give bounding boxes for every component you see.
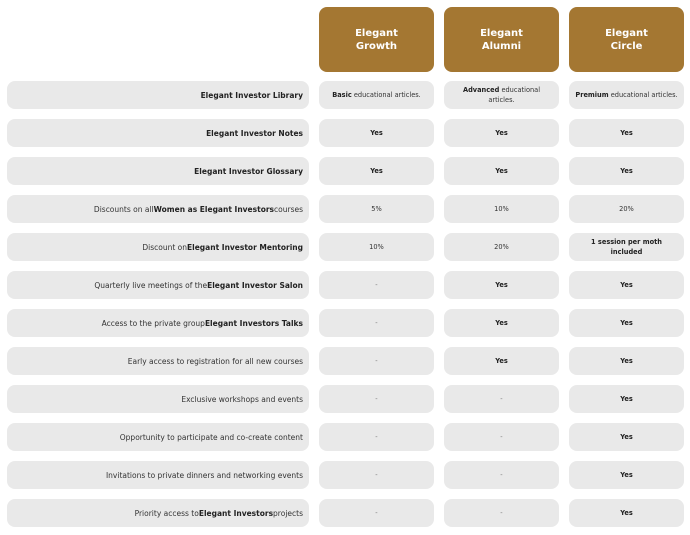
cell-value: - — [375, 395, 378, 403]
plan-cell — [569, 385, 684, 413]
feature-label-suffix: projects — [273, 508, 303, 518]
plan-cell — [319, 271, 434, 299]
plan-cell — [444, 347, 559, 375]
feature-label-prefix: Invitations to private dinners and networking events — [105, 470, 303, 480]
plan-cell — [319, 499, 434, 527]
plan-cell — [444, 119, 559, 147]
cell-value: - — [500, 471, 503, 479]
plan-name-line2: Alumni — [481, 40, 522, 52]
cell-tier: Advanced — [462, 86, 500, 94]
cell-value: 1 session per moth included — [591, 238, 662, 256]
feature-label — [7, 81, 309, 109]
cell-value: Yes — [370, 167, 383, 175]
feature-label — [7, 347, 309, 375]
cell-value: Yes — [620, 129, 633, 137]
feature-label — [7, 195, 309, 223]
feature-label-bold: Women as Elegant Investors — [153, 204, 275, 214]
feature-label — [7, 385, 309, 413]
plan-cell — [569, 347, 684, 375]
plan-cell — [569, 499, 684, 527]
cell-value: Yes — [620, 357, 633, 365]
cell-text: educational articles. — [351, 91, 421, 99]
feature-label-suffix: courses — [274, 204, 303, 214]
plan-header-growth — [319, 7, 434, 72]
cell-value: Yes — [495, 129, 508, 137]
plan-cell — [444, 385, 559, 413]
plan-cell — [319, 119, 434, 147]
feature-label — [7, 119, 309, 147]
plan-cell — [319, 423, 434, 451]
plan-cell — [319, 347, 434, 375]
plan-cell — [444, 461, 559, 489]
cell-value: Yes — [620, 471, 633, 479]
feature-label — [7, 309, 309, 337]
plan-name-line1: Elegant — [605, 27, 648, 39]
plan-cell — [444, 81, 559, 109]
plan-cell — [569, 309, 684, 337]
feature-label — [7, 157, 309, 185]
feature-label-bold: Elegant Investors Talks — [204, 318, 303, 328]
cell-value: Yes — [620, 395, 633, 403]
plan-cell — [444, 195, 559, 223]
feature-label — [7, 233, 309, 261]
cell-tier: Premium — [575, 91, 609, 99]
plan-header-alumni — [444, 7, 559, 72]
feature-label-prefix: Discount on — [142, 242, 188, 252]
plan-cell — [569, 423, 684, 451]
cell-value: - — [375, 319, 378, 327]
cell-value: Yes — [620, 167, 633, 175]
cell-value: Yes — [370, 129, 383, 137]
cell-value: Yes — [495, 319, 508, 327]
feature-label-bold: Elegant Investor Salon — [207, 280, 303, 290]
cell-tier: Basic — [332, 91, 352, 99]
cell-value: 20% — [619, 205, 634, 213]
plan-name-line2: Growth — [355, 40, 398, 52]
feature-label — [7, 461, 309, 489]
plan-name-line2: Circle — [610, 40, 643, 52]
cell-value: Yes — [495, 167, 508, 175]
cell-value: 20% — [494, 243, 509, 251]
plan-cell — [569, 233, 684, 261]
plan-cell — [444, 499, 559, 527]
plan-cell — [569, 271, 684, 299]
feature-label-prefix: Quarterly live meetings of the — [94, 280, 208, 290]
plan-cell — [319, 309, 434, 337]
plan-cell — [569, 157, 684, 185]
plan-cell — [444, 309, 559, 337]
cell-value: - — [375, 471, 378, 479]
plan-cell — [569, 195, 684, 223]
feature-label — [7, 499, 309, 527]
plan-cell — [319, 195, 434, 223]
feature-label — [7, 423, 309, 451]
feature-label — [7, 271, 309, 299]
feature-label-prefix: Opportunity to participate and co-create content — [119, 432, 303, 442]
cell-value: - — [375, 281, 378, 289]
plan-cell — [569, 461, 684, 489]
cell-value: Yes — [495, 281, 508, 289]
plan-cell — [569, 81, 684, 109]
cell-value: 10% — [494, 205, 509, 213]
feature-label-prefix: Access to the private group — [101, 318, 205, 328]
cell-value: - — [500, 433, 503, 441]
feature-label-prefix: Early access to registration for all new courses — [127, 356, 303, 366]
plan-cell — [319, 461, 434, 489]
feature-label-prefix: Exclusive workshops and events — [181, 394, 303, 404]
cell-value: 10% — [369, 243, 384, 251]
cell-text: educational articles. — [608, 91, 678, 99]
feature-label-prefix: Priority access to — [134, 508, 199, 518]
plan-name-line1: Elegant — [355, 27, 398, 39]
plan-cell — [319, 233, 434, 261]
plan-cell — [319, 81, 434, 109]
cell-value: - — [375, 509, 378, 517]
cell-text: educational articles. — [488, 86, 541, 104]
cell-value: - — [500, 509, 503, 517]
feature-label-bold: Elegant Investors — [198, 508, 274, 518]
feature-label-bold: Elegant Investor Mentoring — [187, 242, 303, 252]
plan-cell — [444, 423, 559, 451]
plan-cell — [444, 233, 559, 261]
cell-value: Yes — [620, 433, 633, 441]
plan-cell — [569, 119, 684, 147]
cell-value: Yes — [495, 357, 508, 365]
plan-cell — [319, 385, 434, 413]
plan-cell — [319, 157, 434, 185]
feature-label-bold: Elegant Investor Library — [200, 90, 303, 100]
plan-name-line1: Elegant — [480, 27, 523, 39]
cell-value: - — [375, 433, 378, 441]
feature-label-bold: Elegant Investor Notes — [206, 128, 303, 138]
cell-value: Yes — [620, 319, 633, 327]
cell-value: - — [375, 357, 378, 365]
cell-value: 5% — [371, 205, 382, 213]
cell-value: - — [500, 395, 503, 403]
cell-value: Yes — [620, 509, 633, 517]
cell-value: Yes — [620, 281, 633, 289]
feature-label-bold: Elegant Investor Glossary — [194, 166, 303, 176]
plan-header-circle — [569, 7, 684, 72]
plan-cell — [444, 271, 559, 299]
feature-label-prefix: Discounts on all — [93, 204, 154, 214]
plan-cell — [444, 157, 559, 185]
